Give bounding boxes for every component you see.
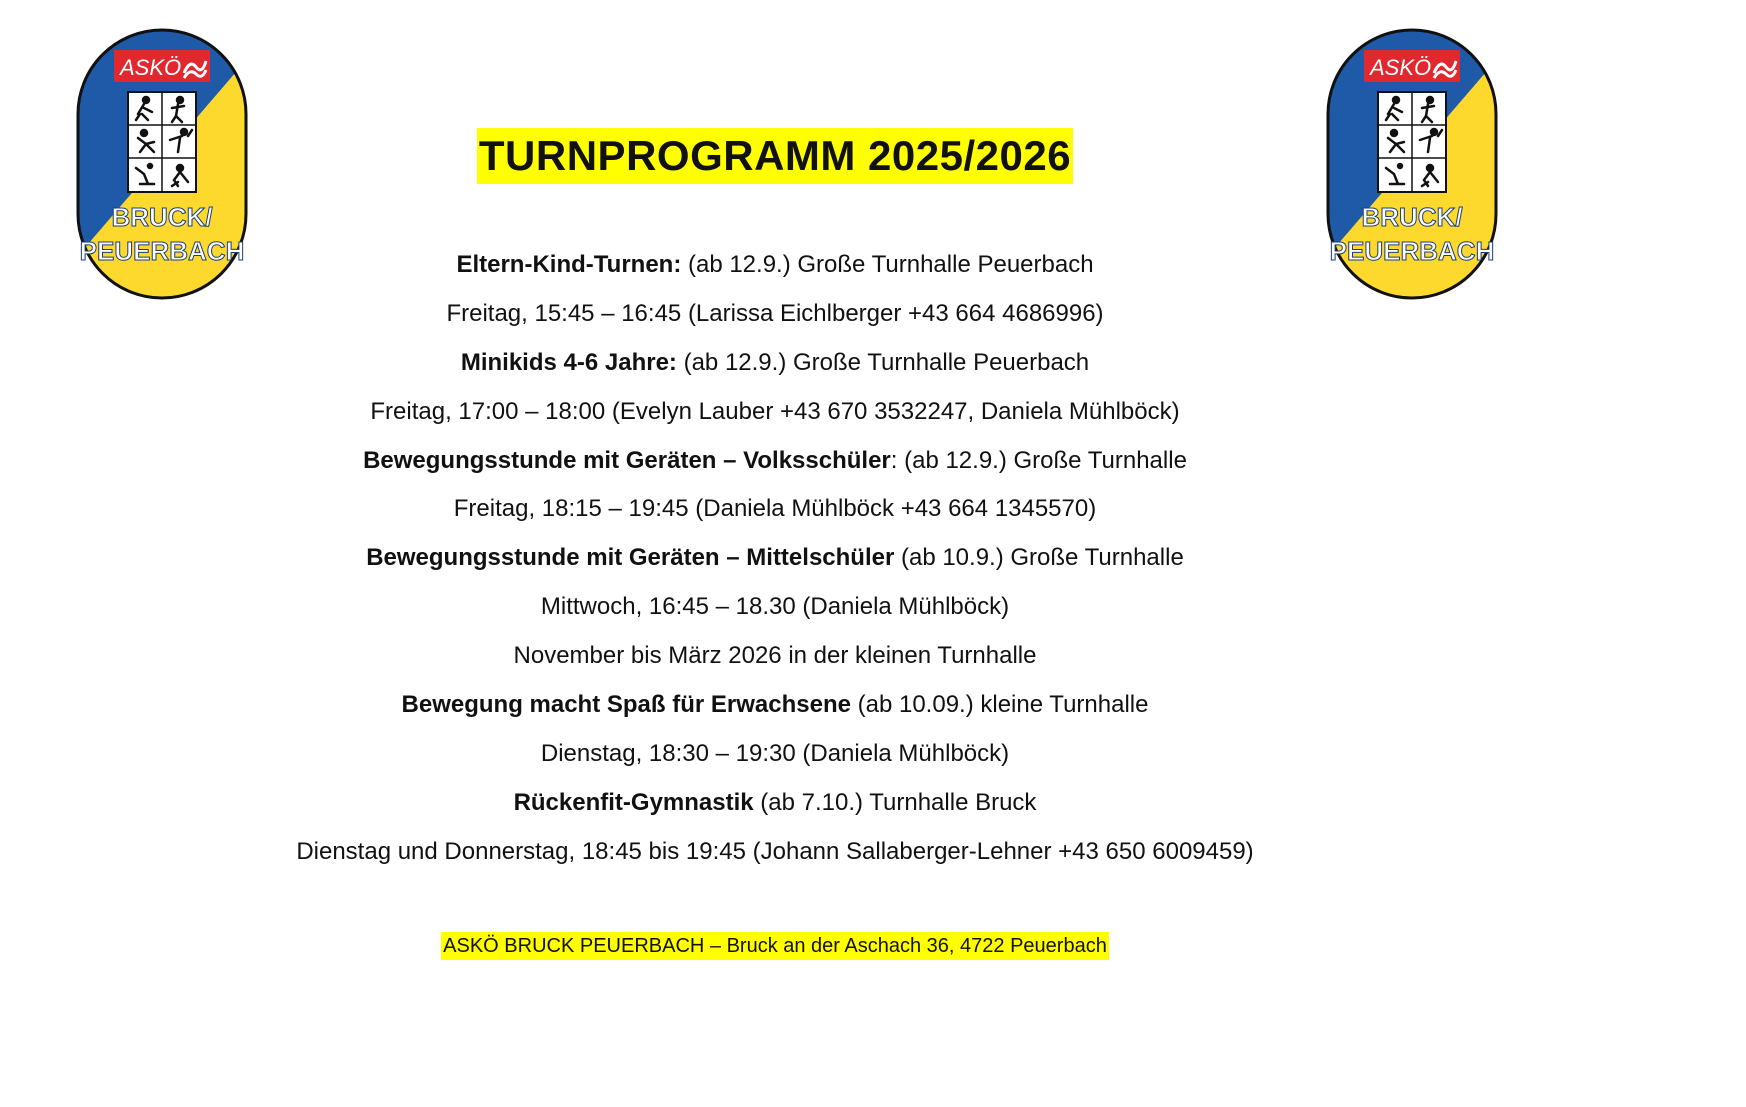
- logo-club-line2: PEUERBACH: [1329, 236, 1495, 266]
- program-schedule-volksschueler: Freitag, 18:15 – 19:45 (Daniela Mühlböck +43 664 1345570): [453, 495, 1097, 523]
- course-info: (ab 12.9.) Große Turnhalle Peuerbach: [676, 348, 1090, 376]
- logo-badge-text: ASKÖ: [1370, 55, 1432, 80]
- course-info: (ab 12.9.) Große Turnhalle Peuerbach: [681, 251, 1094, 278]
- course-name: Rückenfit-Gymnastik: [513, 788, 754, 816]
- logo-club-line2: PEUERBACH: [79, 236, 245, 266]
- footer-address: ASKÖ BRUCK PEUERBACH – Bruck an der Aschach 36, 4722 Peuerbach: [441, 932, 1109, 960]
- program-schedule-minikids: Freitag, 17:00 – 18:00 (Evelyn Lauber +43 670 3532247, Daniela Mühlböck): [370, 397, 1180, 425]
- program-note-mittelschueler: November bis März 2026 in der kleinen Turnhalle: [513, 642, 1037, 670]
- course-name: Bewegungsstunde mit Geräten – Mittelschüler: [366, 544, 895, 572]
- program-list: [0, 243, 1550, 879]
- title-container: [0, 128, 1550, 184]
- program-heading-mittelschueler: [0, 536, 1550, 585]
- logo-club-line1: BRUCK/: [1361, 202, 1463, 232]
- page-title: TURNPROGRAMM 2025/2026: [477, 128, 1073, 184]
- program-heading-volksschueler: [0, 439, 1550, 488]
- program-schedule-rueckenfit: Dienstag und Donnerstag, 18:45 bis 19:45 (Johann Sallaberger-Lehner +43 650 6009459): [296, 837, 1254, 865]
- course-name: Minikids 4-6 Jahre:: [460, 348, 677, 376]
- program-schedule-mittelschueler: Mittwoch, 16:45 – 18.30 (Daniela Mühlböck): [540, 593, 1010, 621]
- course-info: (ab 7.10.) Turnhalle Bruck: [753, 788, 1037, 816]
- program-heading-erwachsene: [0, 683, 1550, 732]
- course-name: Bewegung macht Spaß für Erwachsene: [401, 691, 851, 719]
- course-info: (ab 10.9.) Große Turnhalle: [894, 544, 1184, 572]
- course-name: Bewegungsstunde mit Geräten – Volksschüler: [363, 446, 891, 474]
- logo-club-line1: BRUCK/: [111, 202, 213, 232]
- logo-badge-text: ASKÖ: [120, 55, 182, 80]
- footer-container: [0, 932, 1550, 960]
- course-info: : (ab 12.9.) Große Turnhalle: [890, 446, 1187, 474]
- program-schedule-eltern-kind: Freitag, 15:45 – 16:45 (Larissa Eichlberger +43 664 4686996): [446, 299, 1104, 327]
- program-heading-minikids: [0, 341, 1550, 390]
- program-heading-eltern-kind: [0, 243, 1550, 292]
- course-name: Eltern-Kind-Turnen:: [456, 251, 682, 278]
- program-schedule-erwachsene: Dienstag, 18:30 – 19:30 (Daniela Mühlböck): [540, 739, 1010, 767]
- program-heading-rueckenfit: [0, 781, 1550, 830]
- course-info: (ab 10.09.) kleine Turnhalle: [850, 691, 1149, 719]
